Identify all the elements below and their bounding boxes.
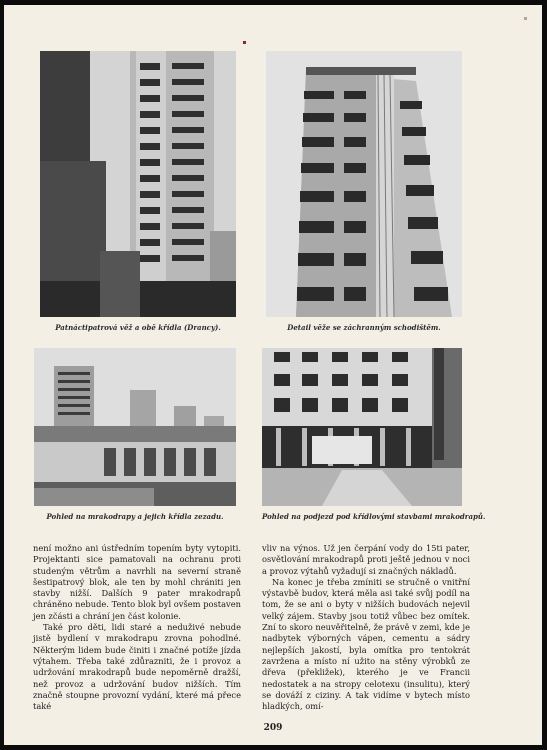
photo-tower-with-wings [40, 51, 236, 317]
page-number: 209 [263, 723, 283, 733]
paragraph: Také pro děti, lidi staré a neduživé nebude jistě bydlení v mrakodrapu zrovna pohodlné. Některým lidem bude činiti i značné potíže jízda výtahem. Třeba také zdůrazniti, že i provoz a udržování mrakodrapů bude nepoměrně dražší, než provoz a udržování budov nižších. Tím značně stoupne provozní vydání, které má přece také [33, 622, 241, 712]
paragraph: vliv na výnos. Už jen čerpání vody do 15ti pater, osvětlování mrakodrapů proti ještě jednou v noci a provoz výtahů vyžadují si značných nákladů. [262, 543, 470, 576]
paragraph: Na konec je třeba zmíniti se stručně o vnitřní výstavbě budov, která měla asi také svůj podíl na tom, že se ani o byty v nižších budovách nejevil velký zájem. Stavby jsou totiž vůbec bez omítek. Zní to skoro neuvěřitelně, že právě v zemi, kde je nadbytek výborných vápen, cementu a sádry nejlepších jakostí, byla omítka pro tentokrát zavržena a místo ní užito na stěny výrobků ze dřeva (překližek), kterého je ve Francii nedostatek a na stropy celotexu (insulitu), který se dováží z ciziny. A tak vidíme v bytech místo hladkých, omí- [262, 576, 470, 712]
text-column-right [262, 543, 470, 712]
book-page [4, 5, 542, 745]
text-column-left [33, 543, 241, 712]
photo-towers-from-back [34, 348, 236, 506]
photo-tower-escape-stairs [266, 51, 462, 317]
photo-passage-under-wings [262, 348, 462, 506]
paragraph: není možno ani ústředním topením byty vytopiti. Projektanti sice pamatovali na ochranu proti studeným větrům a navrhli na severní straně šestipatrový blok, ale ten by mohl chrániti jen stavby nižší. Dalších 9 pater mrakodrapů chráněno nebude. Tento blok byl ovšem postaven jen zčásti a chrání jen část kolonie. [33, 543, 241, 621]
ink-dot [524, 17, 527, 20]
photo-caption: Detail věže se záchranným schodištěm. [287, 323, 441, 332]
photo-caption: Patnáctipatrová věž a obě křídla (Drancy). [55, 323, 221, 332]
photo-caption: Pohled na podjezd pod křídlovými stavbami mrakodrapů. [262, 512, 486, 521]
photo-caption: Pohled na mrakodrapy a jejich křídla zezadu. [46, 512, 224, 521]
ink-dot [243, 41, 246, 44]
